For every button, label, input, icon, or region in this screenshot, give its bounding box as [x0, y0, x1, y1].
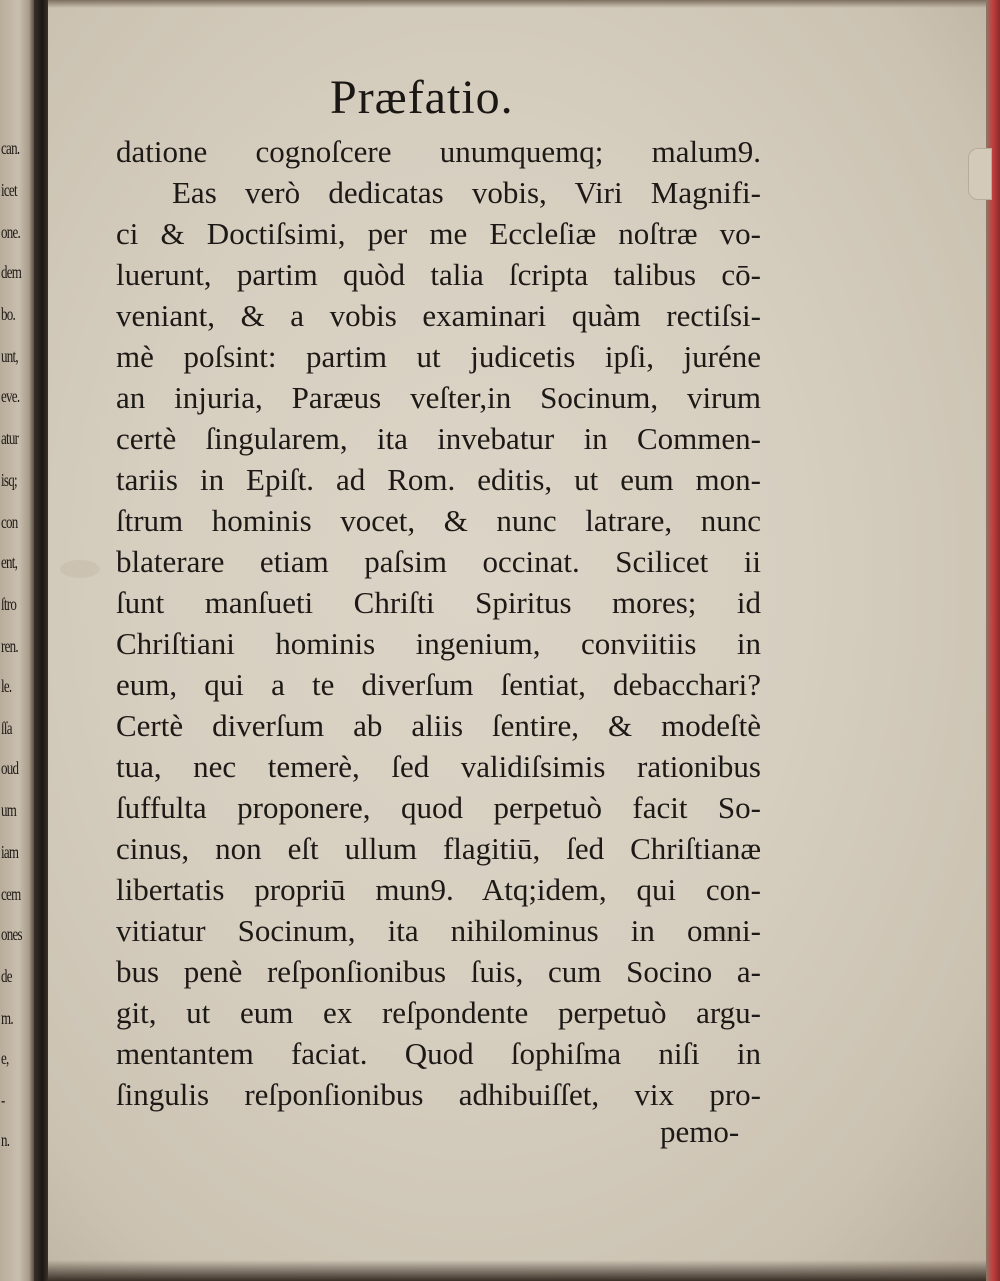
left-fragment: one. [1, 222, 21, 242]
left-fragment: m. [1, 1008, 13, 1028]
text-line: ſunt manſueti Chriſti Spiritus mores; id [116, 585, 761, 620]
text-line: vitiatur Socinum, ita nihilominus in omni- [116, 913, 761, 948]
left-fragment: dem [1, 262, 22, 282]
text-line: libertatis propriū mun9. Atq;idem, qui con- [116, 872, 761, 907]
text-line: Eas verò dedicatas vobis, Viri Magnifi- [172, 175, 761, 210]
left-fragment: can. [1, 138, 20, 158]
left-fragment: icet [1, 180, 17, 200]
text-line: Certè diverſum ab aliis ſentire, & modeſtè [116, 708, 761, 743]
text-line: mè poſsint: partim ut judicetis ipſi, juréne [116, 339, 761, 374]
text-line: mentantem faciat. Quod ſophiſma niſi in [116, 1036, 761, 1071]
page-bottom-shadow [48, 1260, 990, 1281]
text-line: ſtrum hominis vocet, & nunc latrare, nunc [116, 503, 761, 538]
left-fragment: um [1, 800, 17, 820]
left-fragment: cem [1, 884, 21, 904]
left-fragment: - [1, 1090, 5, 1110]
text-line: an injuria, Paræus veſter,in Socinum, virum [116, 380, 761, 415]
page-top-shadow [48, 0, 990, 8]
left-fragment: iam [1, 842, 19, 862]
text-line: bus penè reſponſionibus ſuis, cum Socino a- [116, 954, 761, 989]
text-line: eum, qui a te diverſum ſentiat, debacchari? [116, 667, 761, 702]
page-tab [968, 148, 992, 200]
text-line: ci & Doctiſsimi, per me Eccleſiæ noſtræ vo- [116, 216, 761, 251]
left-fragment: ſſa [1, 718, 12, 738]
text-line: blaterare etiam paſsim occinat. Scilicet ii [116, 544, 761, 579]
text-line: Chriſtiani hominis ingenium, conviitiis in [116, 626, 761, 661]
catchword: pemo- [660, 1114, 740, 1149]
left-fragment: atur [1, 428, 19, 448]
left-fragment: bo. [1, 304, 16, 324]
text-line: certè ſingularem, ita invebatur in Commen- [116, 421, 761, 456]
left-fragment: con [1, 512, 18, 532]
left-fragment: unt, [1, 346, 18, 366]
page-heading: Præfatio. [330, 71, 514, 124]
left-fragment: oud [1, 758, 19, 778]
text-line: tariis in Epiſt. ad Rom. editis, ut eum mon- [116, 462, 761, 497]
left-fragment: isq; [1, 470, 17, 490]
text-line: ſuffulta proponere, quod perpetuò facit So- [116, 790, 761, 825]
text-line: veniant, & a vobis examinari quàm rectiſsi- [116, 298, 761, 333]
left-page-text-fragments [0, 0, 34, 1281]
left-fragment: ſtro [1, 594, 17, 614]
text-line: git, ut eum ex reſpondente perpetuò argu- [116, 995, 761, 1030]
text-line: datione cognoſcere unumquemq; malum9. [116, 134, 761, 169]
text-line: cinus, non eſt ullum flagitiū, ſed Chriſtianæ [116, 831, 761, 866]
left-facing-page [0, 0, 34, 1281]
left-fragment: e, [1, 1048, 9, 1068]
left-fragment: ones [1, 924, 22, 944]
paper-stain [60, 560, 100, 578]
left-fragment: ent, [1, 552, 18, 572]
text-line: tua, nec temerè, ſed validiſsimis rationibus [116, 749, 761, 784]
book-gutter [34, 0, 48, 1281]
text-line: ſingulis reſponſionibus adhibuiſſet, vix pro- [116, 1077, 761, 1112]
left-fragment: le. [1, 676, 12, 696]
text-line: luerunt, partim quòd talia ſcripta talibus cō- [116, 257, 761, 292]
left-fragment: n. [1, 1130, 10, 1150]
left-fragment: de [1, 966, 12, 986]
left-fragment: ren. [1, 636, 18, 656]
left-fragment: eve. [1, 386, 20, 406]
